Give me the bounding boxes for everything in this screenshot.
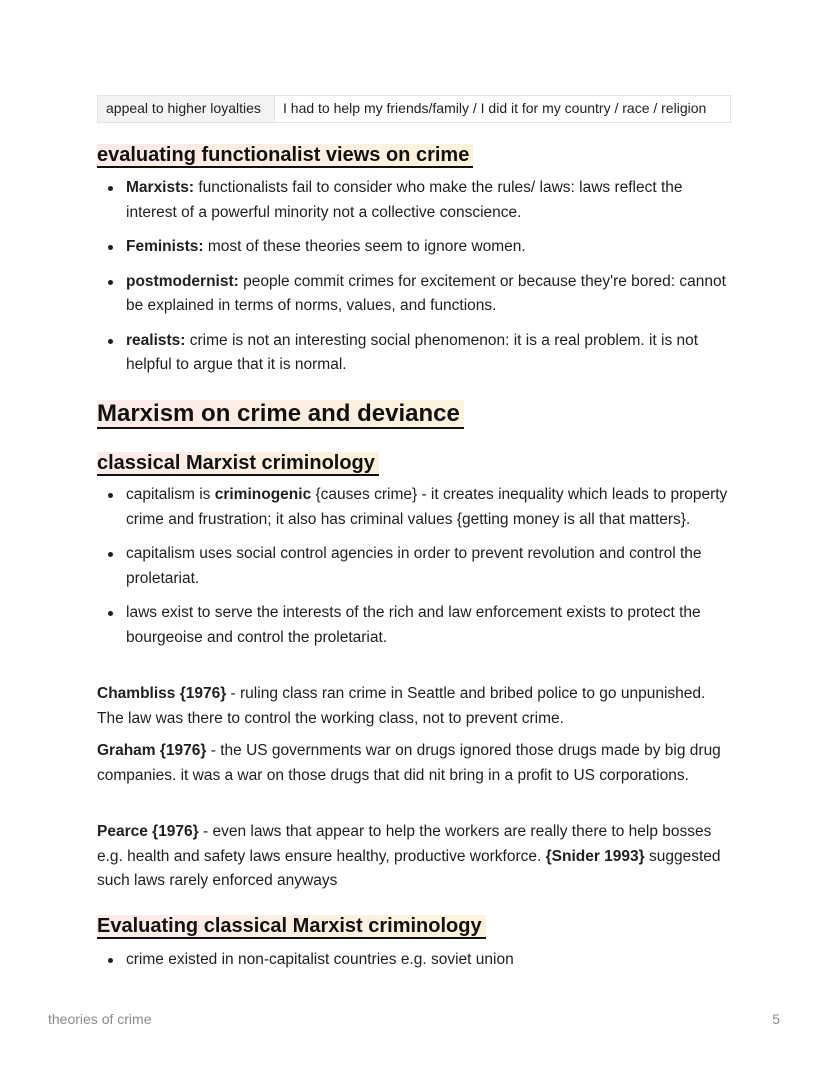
- functionalist-critique-list: [97, 176, 732, 388]
- techniques-table: [97, 95, 731, 123]
- table-cell-term: appeal to higher loyalties: [98, 96, 275, 123]
- list-item: Feminists: most of these theories seem to ignore women.: [126, 235, 732, 260]
- list-item: postmodernist: people commit crimes for excitement or because they're bored: cannot be explained in terms of norms, values, and functions.: [126, 270, 732, 319]
- heading-classical-marxist: classical Marxist criminology: [97, 451, 379, 475]
- study-graham: Graham {1976} - the US governments war on drugs ignored those drugs made by big drug companies. it was a war on those drugs that did nit bring in a profit to US corporations.: [97, 742, 721, 784]
- table-cell-example: I had to help my friends/family / I did it for my country / race / religion: [275, 96, 731, 123]
- list-item: capitalism is criminogenic {causes crime} - it creates inequality which leads to property crime and frustration; it also has criminal values {getting money is all that matters}.: [126, 483, 732, 532]
- study-chambliss: Chambliss {1976} - ruling class ran crime in Seattle and bribed police to go unpunished. The law was there to control the working class, not to prevent crime.: [97, 685, 706, 727]
- list-item: realists: crime is not an interesting social phenomenon: it is a real problem. it is not helpful to argue that it is normal.: [126, 329, 732, 378]
- list-item: Marxists: functionalists fail to consider who make the rules/ laws: laws reflect the interest of a powerful minority not a collective conscience.: [126, 176, 732, 225]
- study-pearce: Pearce {1976} - even laws that appear to help the workers are really there to help bosses e.g. health and safety laws ensure healthy, productive workforce. {Snider 1993} suggested such laws rarely enforced anyways: [97, 823, 721, 889]
- evaluating-classical-list: [97, 948, 732, 983]
- footer-title: theories of crime: [48, 1011, 152, 1027]
- table-row: [98, 96, 731, 123]
- heading-evaluating-classical: Evaluating classical Marxist criminology: [97, 914, 486, 938]
- classical-marxist-list: [97, 483, 732, 660]
- heading-evaluating-functionalist: evaluating functionalist views on crime: [97, 143, 473, 167]
- heading-marxism-crime-deviance: Marxism on crime and deviance: [97, 400, 464, 429]
- list-item: crime existed in non-capitalist countries e.g. soviet union: [126, 948, 732, 973]
- list-item: capitalism uses social control agencies in order to prevent revolution and control the proletariat.: [126, 542, 732, 591]
- page-number: 5: [772, 1011, 780, 1027]
- list-item: laws exist to serve the interests of the rich and law enforcement exists to protect the bourgeoise and control the proletariat.: [126, 601, 732, 650]
